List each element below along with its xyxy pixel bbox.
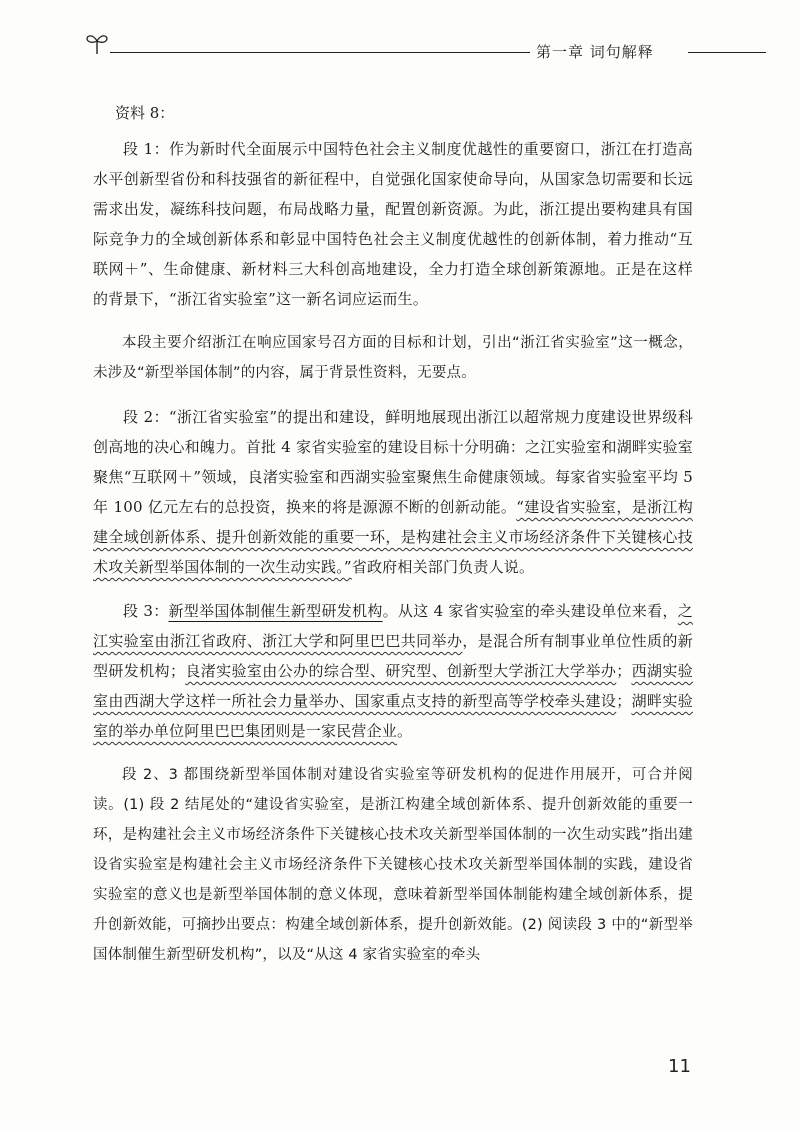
source-paragraph [93, 596, 693, 746]
text-segment: 。从这 4 家省实验室的牵头建设单位来看， [382, 602, 678, 620]
text-segment: ； [616, 692, 632, 710]
text-segment: 省政府相关部门负责人说。 [351, 558, 535, 576]
page-header [0, 0, 800, 80]
text-segment: 段 2、3 都围绕新型举国体制对建设省实验室等研发机构的促进作用展开，可合并阅读。(1) 段 2 结尾处的“建设省实验室，是浙江构建全域创新体系、提升创新效能的重要一环，是构建社会主义市场经济条件下关键核心技术攻关新型举国体制的一次生动实践”指出建设省实验室是构建社会主义市场经济条件下关键核心技术攻关新型举国体制的实践，建设省实验室的意义也是新型举国体制的意义体现，意味着新型举国体制能构建全域创新体系，提升创新效能，可摘抄出要点：构建全域创新体系，提升创新效能。(2) 阅读段 3 中的“新型举国体制催生新型研发机构”，以及“从这 4 家省实验室的牵头 [93, 767, 693, 963]
header-rule-right [688, 52, 766, 53]
leaf-sprout-icon [84, 30, 110, 56]
highlighted-segment: 湖畔实验室的举办单位阿里巴巴集团则是一家民营企业 [93, 692, 693, 740]
text-segment: ，是混合所有制事业单位性质的新型研发机构； [93, 632, 693, 680]
analysis-paragraph [93, 328, 693, 388]
highlighted-segment: 良渚实验室由公办的综合型、研究型、创新型大学浙江大学举办 [185, 662, 617, 680]
header-rule-left [110, 52, 530, 53]
source-paragraph [93, 402, 693, 582]
paragraph-list [93, 134, 693, 970]
analysis-paragraph [93, 760, 693, 970]
text-segment: 本段主要介绍浙江在响应国家号召方面的目标和计划，引出“浙江省实验室”这一概念，未涉及“新型举国体制”的内容，属于背景性资料，无要点。 [93, 335, 693, 381]
text-segment: 段 2：“浙江省实验室”的提出和建设，鲜明地展现出浙江以超常规力度建设世界级科创高地的决心和魄力。首批 4 家省实验室的建设目标十分明确：之江实验室和湖畔实验室聚焦“互联网＋”领域，良渚实验室和西湖实验室聚焦生命健康领域。每家省实验室平均 5 年 100 亿元左右的总投资，换来的将是源源不断的创新动能。 [93, 408, 693, 516]
source-paragraph [93, 134, 693, 314]
text-segment: 。 [397, 722, 413, 740]
page-number: 11 [668, 1056, 691, 1077]
material-label: 资料 8： [115, 104, 175, 122]
page-body [93, 98, 693, 984]
text-segment: ； [616, 662, 632, 680]
text-segment: 段 1：作为新时代全面展示中国特色社会主义制度优越性的重要窗口，浙江在打造高水平创新型省份和科技强省的新征程中，自觉强化国家使命导向，从国家急切需要和长远需求出发，凝练科技问题，布局战略力量，配置创新资源。为此，浙江提出要构建具有国际竞争力的全域创新体系和彰显中国特色社会主义制度优越性的创新体制，着力推动“互联网＋”、生命健康、新材料三大科创高地建设，全力打造全球创新策源地。正是在这样的背景下，“浙江省实验室”这一新名词应运而生。 [93, 140, 693, 308]
highlighted-segment: 之江实验室由浙江省政府、浙江大学和阿里巴巴共同举办 [93, 602, 693, 650]
text-segment: 段 3： [123, 602, 169, 620]
highlighted-segment: “建设省实验室，是浙江构建全域创新体系、提升创新效能的重要一环，是构建社会主义市场经济条件下关键核心技术攻关新型举国体制的一次生动实践。” [93, 498, 693, 576]
chapter-title: 第一章 词句解释 [536, 43, 654, 61]
highlighted-segment: 西湖实验室由西湖大学这样一所社会力量举办、国家重点支持的新型高等学校牵头建设 [93, 662, 693, 710]
highlighted-segment: 新型举国体制催生新型研发机构 [168, 602, 383, 620]
